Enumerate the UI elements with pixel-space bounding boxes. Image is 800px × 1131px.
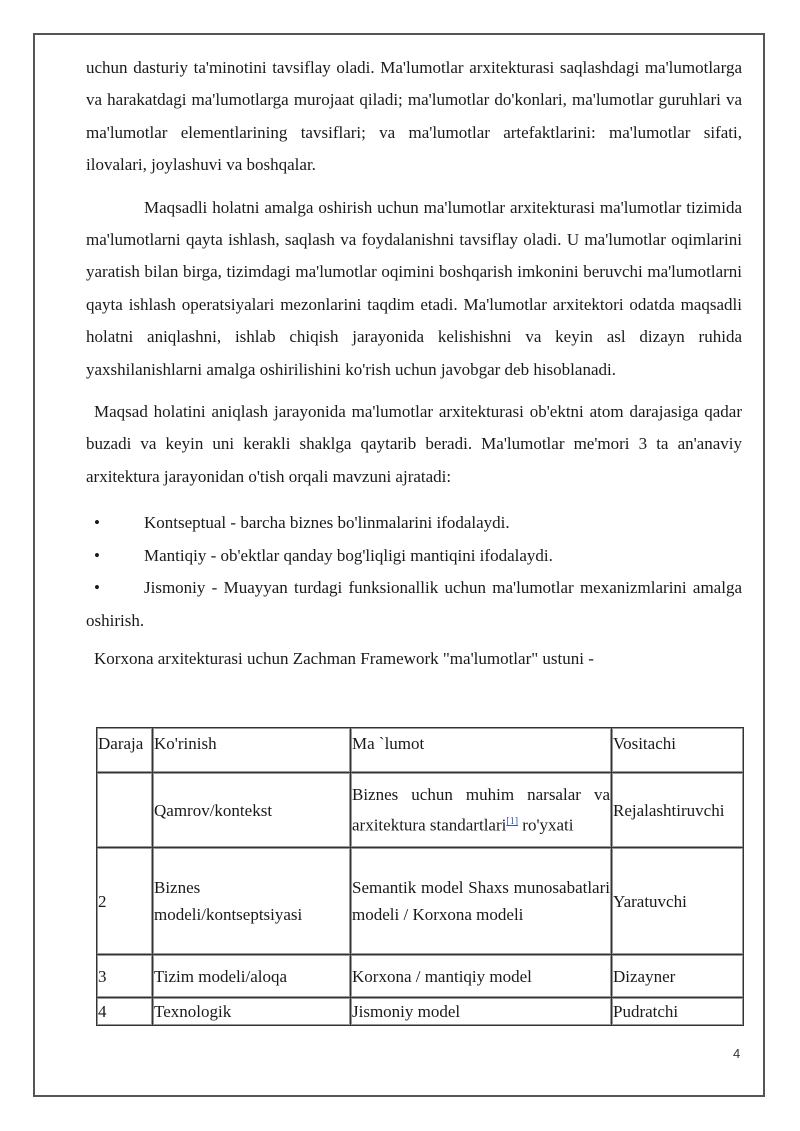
paragraph-3: Maqsad holatini aniqlash jarayonida ma'lumotlar arxitekturasi ob'ektni atom darajasiga qadar buzadi va keyin uni kerakli shaklga qaytarib beradi. Ma'lumotlar me'mori 3 ta an'anaviy arxitektura jarayonidan o'tish orqali mavzuni ajratadi: <box>86 402 742 486</box>
cell-view: Biznes modeli/kontseptsiyasi <box>153 848 351 955</box>
header-cell-view: Ko'rinish <box>153 728 351 773</box>
zachman-table-wrapper <box>96 727 743 1026</box>
cell-view: Texnologik <box>153 998 351 1026</box>
cell-agent: Yaratuvchi <box>612 848 744 955</box>
cell-data-text: Biznes uchun muhim narsalar va arxitektura standartlari <box>352 785 610 835</box>
cell-level: 2 <box>97 848 153 955</box>
header-cell-agent: Vositachi <box>612 728 744 773</box>
bullet-marker: • <box>94 513 100 533</box>
list-item <box>86 540 742 572</box>
table-row <box>97 955 744 998</box>
cell-agent: Rejalashtiruvchi <box>612 773 744 848</box>
cell-agent: Pudratchi <box>612 998 744 1026</box>
cell-data <box>351 773 612 848</box>
header-cell-level: Daraja <box>97 728 153 773</box>
bullet-list <box>86 507 742 637</box>
list-item-text: Jismoniy - Muayyan turdagi funksionallik uchun ma'lumotlar mexanizmlarini amalga oshirish. <box>86 578 742 630</box>
cell-view: Tizim modeli/aloqa <box>153 955 351 998</box>
cell-view: Qamrov/kontekst <box>153 773 351 848</box>
paragraph-1: uchun dasturiy ta'minotini tavsiflay oladi. Ma'lumotlar arxitekturasi saqlashdagi ma'lumotlarga va harakatdagi ma'lumotlarga murojaat qiladi; ma'lumotlar do'konlari, ma'lumotlar guruhlari va ma'lumotlar elementlarining tavsiflari; va ma'lumotlar artefaktlarini: ma'lumotlar sifati, ilovalari, joylashuvi va boshqalar. <box>86 58 742 175</box>
cell-agent: Dizayner <box>612 955 744 998</box>
paragraph-2: Maqsadli holatni amalga oshirish uchun ma'lumotlar arxitekturasi ma'lumotlar tizimida ma'lumotlarni qayta ishlash, saqlash va foydalanishni tavsiflay oladi. U ma'lumotlar oqimlarini yaratish bilan birga, tizimdagi ma'lumotlar oqimini boshqarish imkonini beruvchi ma'lumotlarni qayta ishlash operatsiyalari mezonlarini taqdim etadi. Ma'lumotlar arxitektori odatda maqsadli holatni aniqlashni, ishlab chiqish jarayonida kelishishni va keyin asl dizayn ruhida yaxshilanishlarni amalga oshirilishini ko'rish uchun javobgar deb hisoblanadi. <box>86 197 742 379</box>
cell-data: Korxona / mantiqiy model <box>351 955 612 998</box>
cell-data-text-end: ro'yxati <box>518 815 574 835</box>
header-cell-data: Ma `lumot <box>351 728 612 773</box>
list-item-text: Kontseptual - barcha biznes bo'linmalarini ifodalaydi. <box>144 513 510 533</box>
page-number: 4 <box>733 1046 741 1061</box>
table-caption: Korxona arxitekturasi uchun Zachman Framework "ma'lumotlar" ustuni - <box>94 648 594 668</box>
footnote-link[interactable]: [1] <box>506 816 519 828</box>
list-item <box>86 572 742 637</box>
bullet-marker: • <box>94 578 100 598</box>
cell-data: Semantik model Shaxs munosabatlari modeli / Korxona modeli <box>351 848 612 955</box>
table-row <box>97 848 744 955</box>
cell-level: 3 <box>97 955 153 998</box>
table-row <box>97 773 744 848</box>
table-header-row <box>97 728 744 773</box>
cell-level: 4 <box>97 998 153 1026</box>
table-row <box>97 998 744 1026</box>
cell-data: Jismoniy model <box>351 998 612 1026</box>
bullet-marker: • <box>94 545 100 565</box>
list-item-text: Mantiqiy - ob'ektlar qanday bog'liqligi mantiqini ifodalaydi. <box>144 545 553 565</box>
cell-level <box>97 773 153 848</box>
list-item <box>86 507 742 539</box>
document-body <box>86 52 742 675</box>
zachman-table <box>96 727 744 1026</box>
